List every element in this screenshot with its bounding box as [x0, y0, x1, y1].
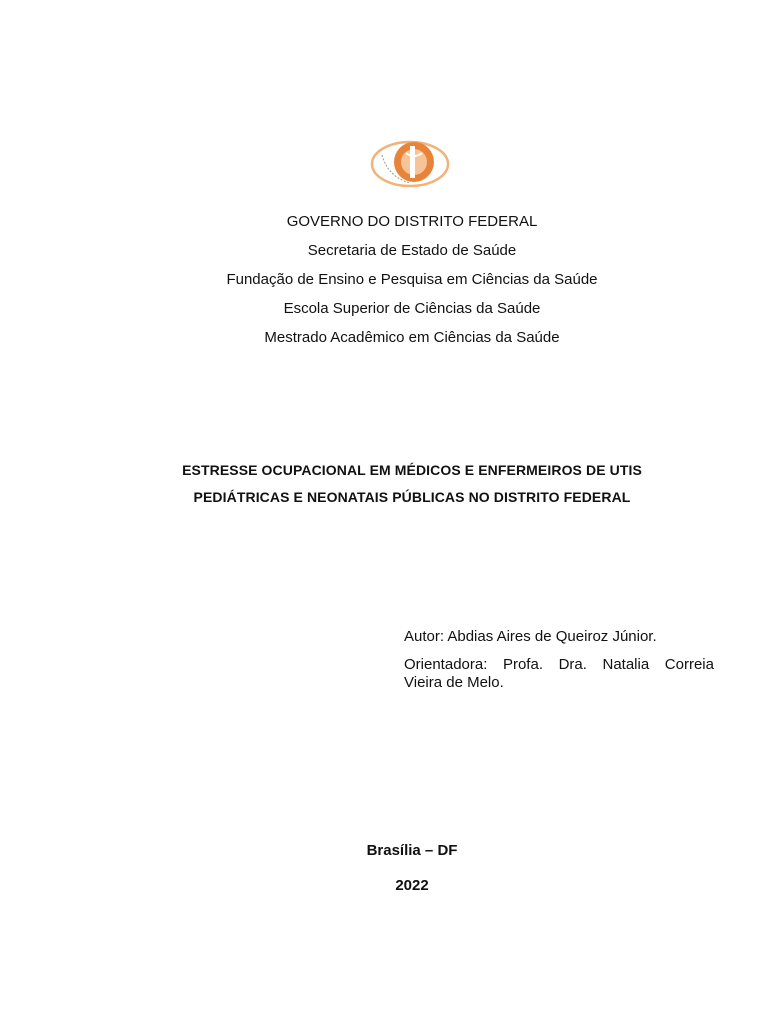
institution-logo — [370, 137, 454, 191]
institution-line-secretariat: Secretaria de Estado de Saúde — [307, 242, 517, 259]
institution-line-school: Escola Superior de Ciências da Saúde — [283, 300, 541, 317]
advisor-word: Profa. — [502, 656, 543, 673]
thesis-title-line-2: PEDIÁTRICAS E NEONATAIS PÚBLICAS NO DISTRITO FEDERAL — [193, 489, 631, 505]
advisor-line-1 — [404, 656, 714, 674]
author-line: Autor: Abdias Aires de Queiroz Júnior. — [404, 628, 657, 645]
advisor-word: Dra. — [558, 656, 587, 673]
institution-line-foundation: Fundação de Ensino e Pesquisa em Ciências da Saúde — [226, 271, 598, 288]
advisor-block — [404, 656, 714, 692]
thesis-title-line-1: ESTRESSE OCUPACIONAL EM MÉDICOS E ENFERMEIROS DE UTIS — [182, 462, 642, 478]
advisor-word: Correia — [664, 656, 714, 673]
advisor-line-2: Vieira de Melo. — [404, 674, 504, 691]
institution-line-program: Mestrado Acadêmico em Ciências da Saúde — [264, 329, 560, 346]
institution-line-government: GOVERNO DO DISTRITO FEDERAL — [286, 213, 538, 230]
advisor-word: Orientadora: — [404, 656, 488, 673]
advisor-word: Natalia — [602, 656, 650, 673]
institution-seal-icon — [370, 137, 454, 191]
footer-year: 2022 — [395, 877, 429, 894]
footer-place: Brasília – DF — [366, 842, 458, 859]
